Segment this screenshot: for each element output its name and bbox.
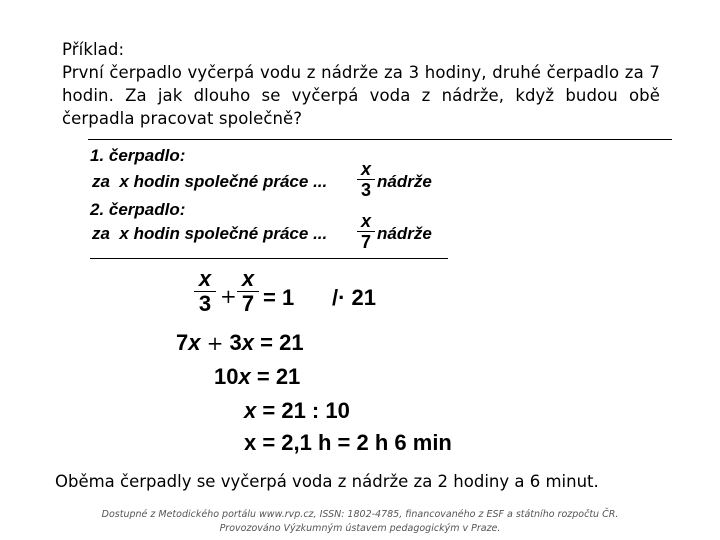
problem-statement <box>62 38 660 130</box>
eq2-rhs: = 21 <box>260 330 304 355</box>
pump2-fraction <box>357 212 375 251</box>
pump2-suffix: nádrže <box>377 224 432 243</box>
eq-line-3 <box>214 364 300 390</box>
eq2-coef-b: 3 <box>229 330 242 355</box>
eq-line-5-result: x = 2,1 h = 2 h 6 min <box>244 430 452 455</box>
pump2-phrase: za x hodin společné práce ... <box>92 224 328 243</box>
eq-multiplier: /· 21 <box>332 285 377 310</box>
pump1-numerator: x <box>360 159 371 179</box>
eq2-var-1: x <box>188 330 201 355</box>
eq-line-2 <box>176 330 304 356</box>
pump2-label: 2. čerpadlo: <box>90 200 186 219</box>
pump1-suffix: nádrže <box>377 172 432 191</box>
eq3-var: x <box>238 364 251 389</box>
footer-credit <box>60 508 660 536</box>
eq4-rhs: = 21 : 10 <box>262 398 350 423</box>
pump2-numerator: x <box>360 211 371 231</box>
footer-line-2: Provozováno Výzkumným ústavem pedagogickým v Praze. <box>219 523 501 534</box>
footer-line-1: Dostupné z Metodického portálu www.rvp.cz, ISSN: 1802-4785, financovaného z ESF a státního rozpočtu ČR. <box>101 509 619 520</box>
eq-f1-denominator: 3 <box>198 291 212 316</box>
pump1-fraction <box>357 160 375 199</box>
answer-sentence: Oběma čerpadly se vyčerpá voda z nádrže za 2 hodiny a 6 minut. <box>55 472 599 491</box>
pump1-phrase: za x hodin společné práce ... <box>92 172 328 191</box>
eq-f1-numerator: x <box>198 266 212 291</box>
eq2-plus: + <box>206 331 224 355</box>
pump1-denominator: 3 <box>360 180 371 200</box>
eq-rhs-1: = 1 <box>263 285 295 310</box>
eq-f2-numerator: x <box>241 266 255 291</box>
eq-line-4 <box>244 398 350 424</box>
eq4-var: x <box>244 398 257 423</box>
eq-fraction-1 <box>194 268 216 315</box>
eq3-coef: 10 <box>214 364 239 389</box>
pump1-label: 1. čerpadlo: <box>90 146 186 165</box>
eq-f2-denominator: 7 <box>241 291 255 316</box>
problem-text: První čerpadlo vyčerpá vodu z nádrže za 3 hodiny, druhé čerpadlo za 7 hodin. Za jak dlouho se vyčerpá voda z nádrže, když budou obě čerpadla pracovat společně? <box>62 63 660 128</box>
problem-heading: Příklad: <box>62 40 125 59</box>
eq-plus: + <box>220 284 237 308</box>
eq3-rhs: = 21 <box>256 364 301 389</box>
eq2-var-2: x <box>241 330 255 355</box>
eq-fraction-2 <box>237 268 259 315</box>
pump2-denominator: 7 <box>360 232 371 252</box>
eq2-coef-a: 7 <box>176 330 189 355</box>
divider-top <box>88 139 672 140</box>
divider-bottom <box>90 258 448 259</box>
